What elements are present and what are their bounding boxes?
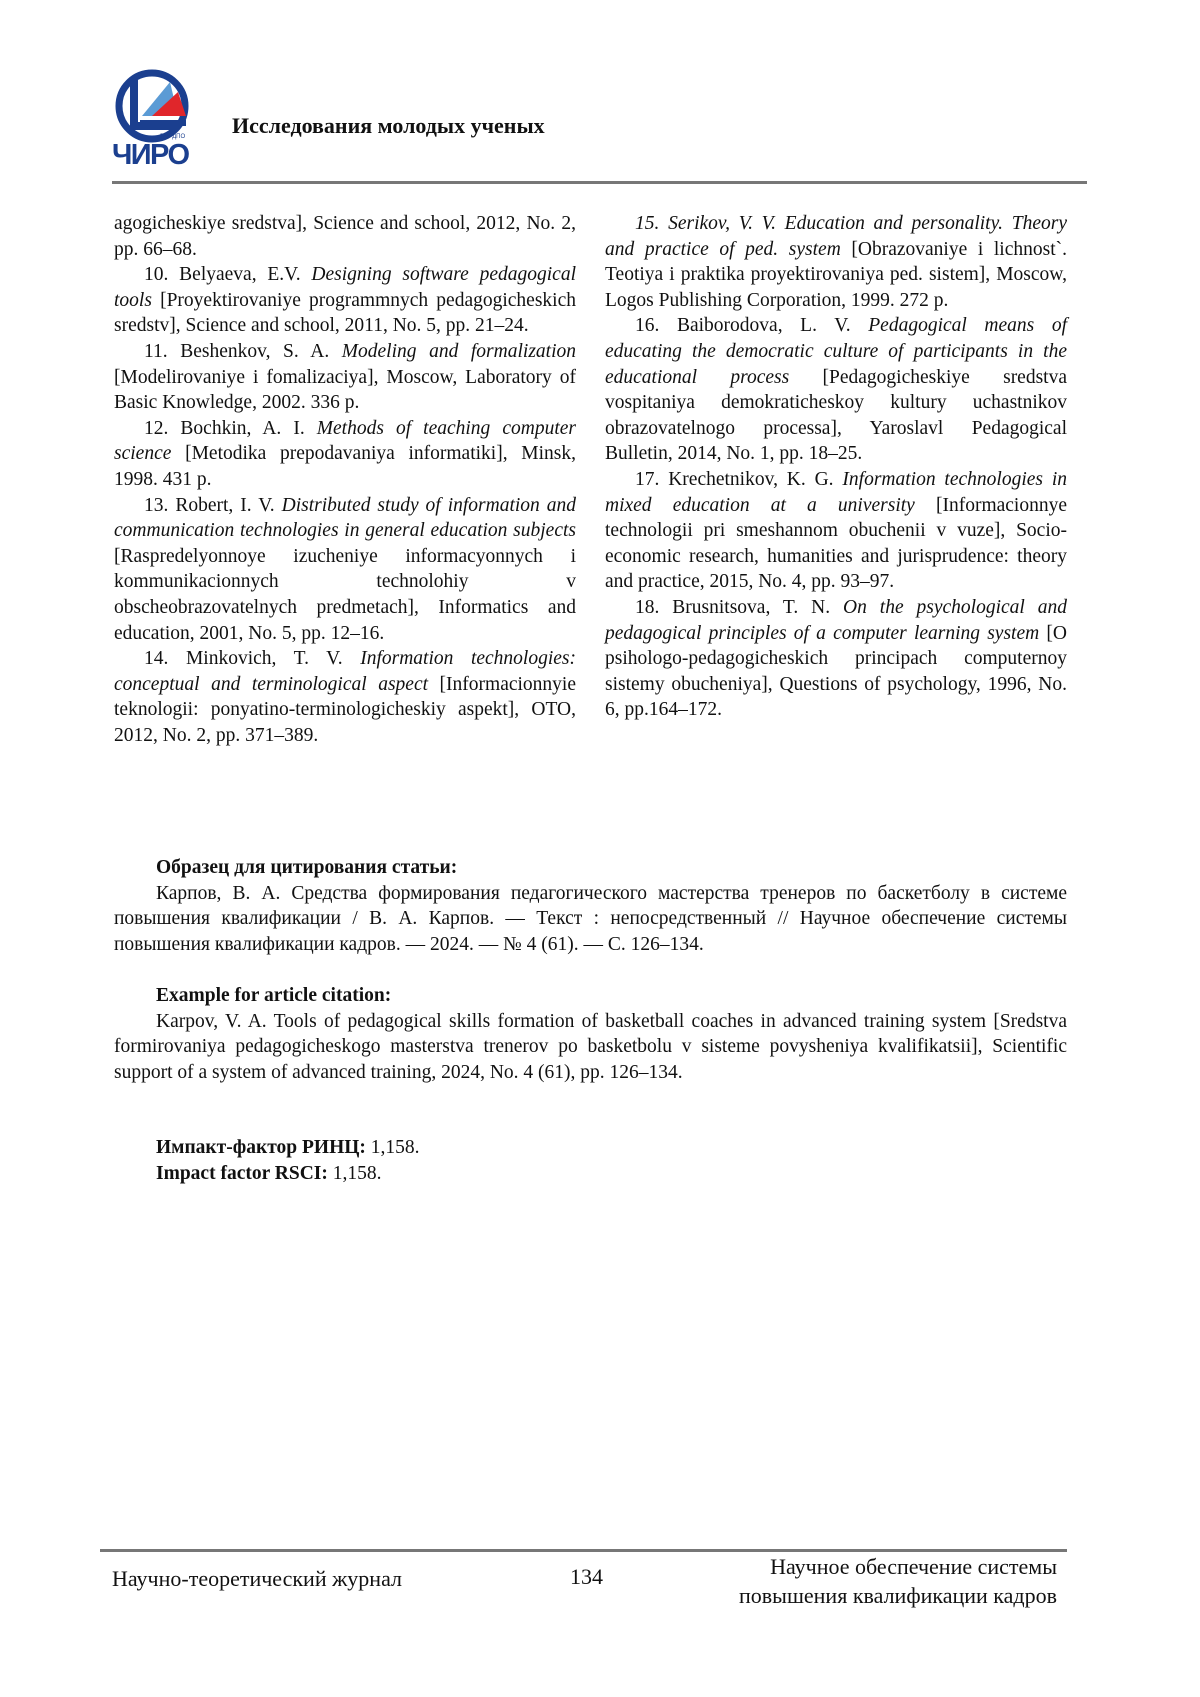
- reference-details: [Informacionnye technologii pri smeshannom obuchenii v vuze], Socio-economic research, humanities and jurisprudence: theory and practice, 2015, No. 4, pp. 93–97.: [605, 495, 1067, 593]
- reference-details: [Informacionnyie teknologii: ponyatino-terminologicheskiy aspekt], OTO, 2012, No. 2, pp. 371–389.: [114, 674, 576, 746]
- reference-item: [605, 595, 1067, 723]
- impact-factor-ru-label: Импакт-фактор РИНЦ:: [156, 1137, 366, 1158]
- reference-text: agogicheskiye sredstva], Science and school, 2012, No. 2, pp. 66–68.: [114, 213, 576, 260]
- chiro-logo: [112, 68, 207, 178]
- reference-author: 15. Serikov, V. V.: [635, 213, 785, 234]
- impact-factor-block: [156, 1135, 420, 1186]
- footer-journal-name-line1: Научное обеспечение системы: [739, 1552, 1057, 1581]
- references-left-column: [114, 211, 576, 748]
- page-header: [0, 0, 1200, 190]
- citation-en-text: Karpov, V. A. Tools of pedagogical skills formation of basketball coaches in advanced training system [Sredstva formirovaniya pedagogicheskogo masterstva trenerov po basketbolu v sisteme povysheniya kvalifikatsii], Scientific support of a system of advanced training, 2024, No. 4 (61), pp. 126–134.: [114, 1009, 1067, 1086]
- reference-title: Distributed study of information and communication technologies in general education subjects: [114, 495, 576, 542]
- reference-details: [O psihologo-pedagogicheskich principach computernoy sistemy obucheniya], Questions of psychology, 1996, No. 6, pp.164–172.: [605, 623, 1067, 721]
- reference-item: [605, 467, 1067, 595]
- reference-item: [605, 313, 1067, 467]
- citation-ru-heading: Образец для цитирования статьи:: [114, 855, 1067, 881]
- logo-small-text: ГАУ ДПО: [160, 134, 185, 140]
- citation-ru-block: [114, 855, 1067, 957]
- section-title: Исследования молодых ученых: [232, 113, 545, 139]
- logo-text: ЧИРО: [112, 139, 190, 171]
- impact-factor-en-label: Impact factor RSCI:: [156, 1163, 328, 1184]
- reference-item: [114, 262, 576, 339]
- reference-item: [114, 339, 576, 416]
- reference-details: [Pedagogicheskiye sredstva vospitaniya demokraticheskoy kultury uchastnikov obrazovatelnogo processa], Yaroslavl Pedagogical Bulletin, 2014, No. 1, pp. 18–25.: [605, 367, 1067, 465]
- impact-factor-ru-value: 1,158.: [366, 1137, 420, 1158]
- reference-details: [Modelirovaniye i fomalizaciya], Moscow, Laboratory of Basic Knowledge, 2002. 336 p.: [114, 367, 576, 414]
- reference-author: 12. Bochkin, A. I.: [144, 418, 317, 439]
- reference-author: 11. Beshenkov, S. A.: [144, 341, 342, 362]
- reference-author: 14. Minkovich, T. V.: [144, 648, 360, 669]
- reference-item: [114, 646, 576, 748]
- reference-item: [114, 211, 576, 262]
- reference-title: Education and personality. Theory and practice of ped. system: [605, 213, 1067, 260]
- reference-details: [Proyektirovaniye programmnych pedagogicheskich sredstv], Science and school, 2011, No. 5, pp. 21–24.: [114, 290, 576, 337]
- reference-author: 16. Baiborodova, L. V.: [635, 315, 868, 336]
- reference-item: [605, 211, 1067, 313]
- references-section: [114, 211, 1067, 748]
- citation-en-block: [114, 983, 1067, 1085]
- reference-title: Methods of teaching computer science: [114, 418, 576, 465]
- citation-ru-text: Карпов, В. А. Средства формирования педагогического мастерства тренеров по баскетболу в системе повышения квалификации / В. А. Карпов. — Текст : непосредственный // Научное обеспечение системы повышения квалификации кадров. — 2024. — № 4 (61). — С. 126–134.: [114, 881, 1067, 958]
- reference-details: [Raspredelyonnoye izucheniye informacyonnych i kommunikacionnych technolohiy v obscheobrazovatelnych predmetach], Informatics and education, 2001, No. 5, pp. 12–16.: [114, 546, 576, 644]
- page-number: 134: [570, 1564, 603, 1590]
- references-right-column: [605, 211, 1067, 748]
- reference-author: 10. Belyaeva, E.V.: [144, 264, 311, 285]
- impact-factor-en-value: 1,158.: [328, 1163, 382, 1184]
- impact-factor-ru: [156, 1135, 420, 1161]
- footer-journal-type: Научно-теоретический журнал: [112, 1566, 402, 1592]
- reference-title: Modeling and formalization: [342, 341, 576, 362]
- header-divider: [112, 181, 1087, 184]
- reference-title: Information technologies in mixed education at a university: [605, 469, 1067, 516]
- reference-author: 17. Krechetnikov, K. G.: [635, 469, 842, 490]
- impact-factor-en: [156, 1161, 420, 1187]
- reference-title: Pedagogical means of educating the democratic culture of participants in the educational process: [605, 315, 1067, 387]
- reference-item: [114, 416, 576, 493]
- footer-journal-name-line2: повышения квалификации кадров: [739, 1581, 1057, 1610]
- reference-item: [114, 493, 576, 647]
- reference-details: [Metodika prepodavaniya informatiki], Minsk, 1998. 431 p.: [114, 443, 576, 490]
- citation-en-heading: Example for article citation:: [114, 983, 1067, 1009]
- reference-author: 13. Robert, I. V.: [144, 495, 282, 516]
- footer-journal-name: [739, 1552, 1057, 1610]
- reference-title: Information technologies: conceptual and terminological aspect: [114, 648, 576, 695]
- chiro-logo-icon: [112, 68, 207, 178]
- reference-details: [Obrazovaniye i lichnost`. Teotiya i praktika proyektirovaniya ped. sistem], Moscow, Logos Publishing Corporation, 1999. 272 p.: [605, 239, 1067, 311]
- reference-title: On the psychological and pedagogical principles of a computer learning system: [605, 597, 1067, 644]
- reference-title: Designing software pedagogical tools: [114, 264, 576, 311]
- reference-author: 18. Brusnitsova, T. N.: [635, 597, 843, 618]
